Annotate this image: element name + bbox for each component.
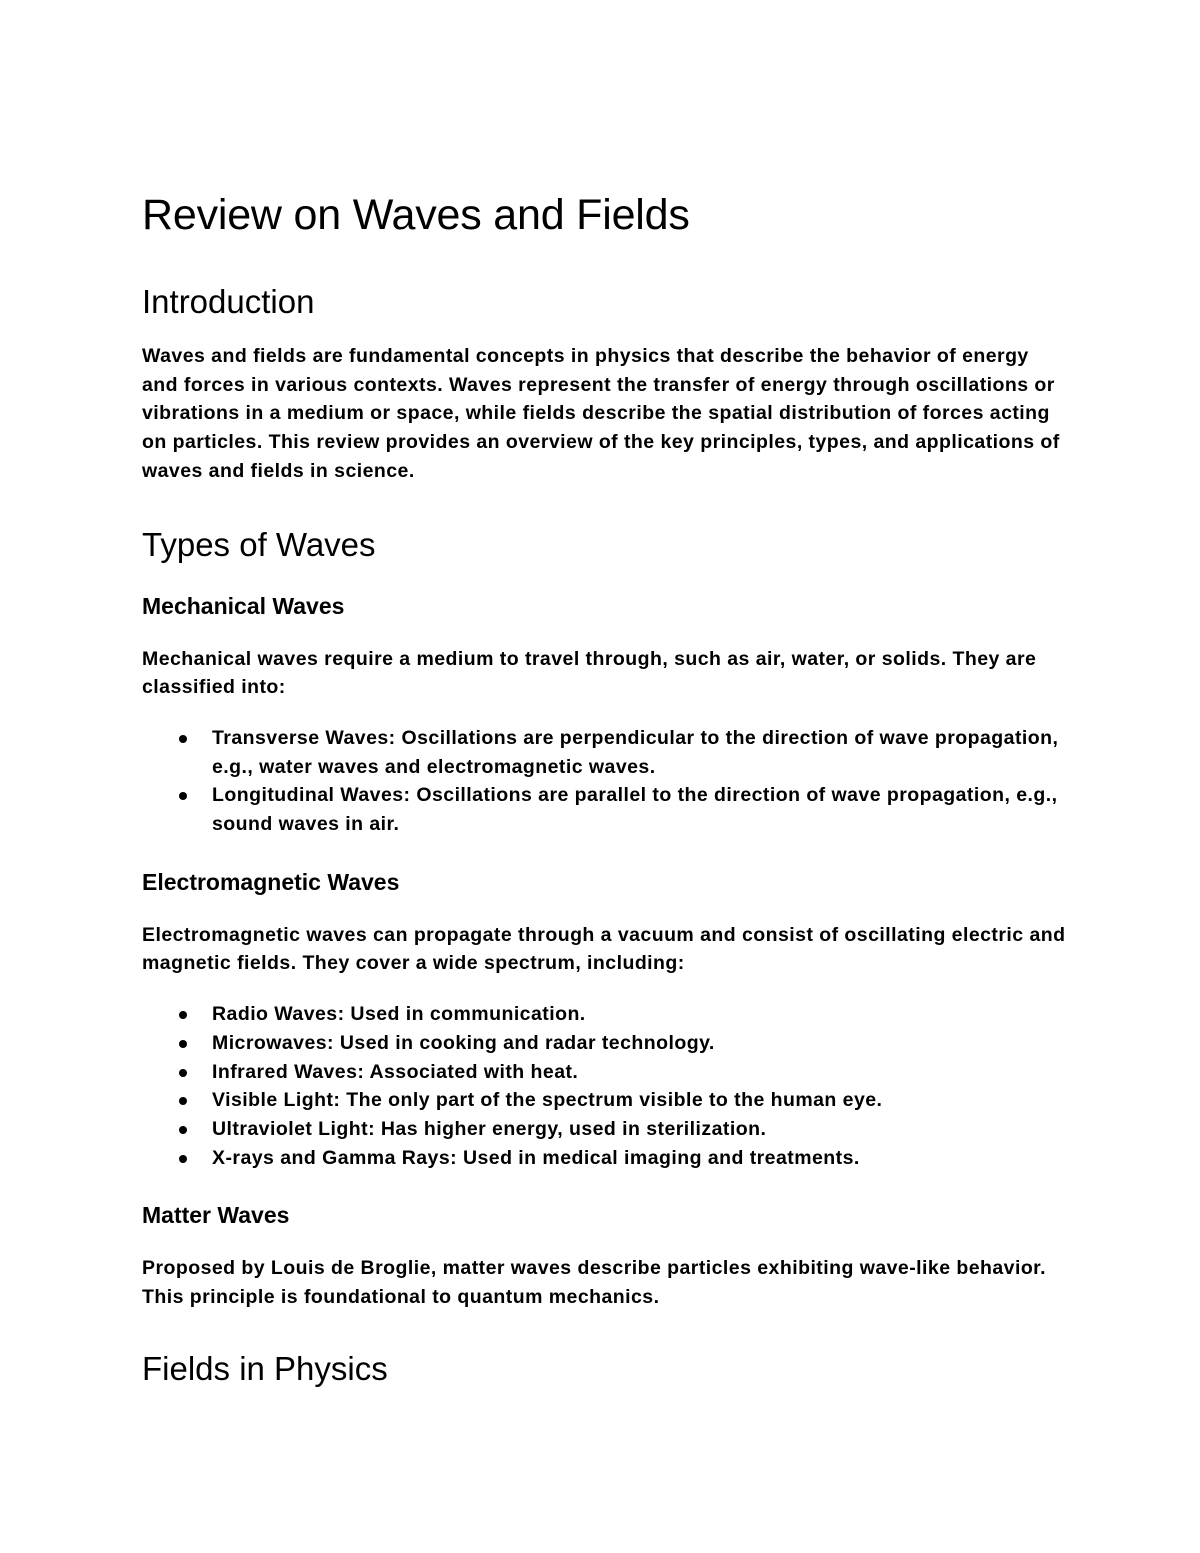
list-item xyxy=(212,1000,1067,1029)
electromagnetic-waves-paragraph: Electromagnetic waves can propagate through a vacuum and consist of oscillating electric and magnetic fields. They cover a wide spectrum, including: xyxy=(142,923,1066,975)
types-of-waves-heading: Types of Waves xyxy=(142,525,376,563)
matter-waves-heading: Matter Waves xyxy=(142,1202,290,1229)
bullet-icon xyxy=(179,1126,187,1134)
page-title: Review on Waves and Fields xyxy=(142,191,690,239)
list-item xyxy=(212,1115,1067,1144)
bullet-icon xyxy=(179,792,187,800)
list-item-text: Radio Waves: Used in communication. xyxy=(212,1003,586,1026)
list-item-text: Longitudinal Waves: Oscillations are parallel to the direction of wave propagation, e.g., sound waves in air. xyxy=(212,784,1058,836)
list-item-text: Transverse Waves: Oscillations are perpendicular to the direction of wave propagation, e.g., water waves and electromagnetic waves. xyxy=(212,726,1059,778)
list-item-text: Infrared Waves: Associated with heat. xyxy=(212,1060,579,1083)
matter-waves-paragraph: Proposed by Louis de Broglie, matter waves describe particles exhibiting wave-like behavior. This principle is foundational to quantum mechanics. xyxy=(142,1257,1047,1309)
mechanical-waves-paragraph: Mechanical waves require a medium to travel through, such as air, water, or solids. They are classified into: xyxy=(142,647,1037,699)
electromagnetic-waves-heading: Electromagnetic Waves xyxy=(142,868,400,895)
bullet-icon xyxy=(179,1040,187,1048)
list-item-text: Ultraviolet Light: Has higher energy, used in sterilization. xyxy=(212,1117,767,1140)
bullet-icon xyxy=(179,1069,187,1077)
list-item xyxy=(212,724,1067,781)
mechanical-waves-heading: Mechanical Waves xyxy=(142,592,345,619)
list-item xyxy=(212,1029,1067,1058)
list-item xyxy=(212,1058,1067,1087)
introduction-heading: Introduction xyxy=(142,283,315,320)
list-item-text: X-rays and Gamma Rays: Used in medical imaging and treatments. xyxy=(212,1146,860,1169)
introduction-paragraph: Waves and fields are fundamental concepts in physics that describe the behavior of energy and forces in various contexts. Waves represent the transfer of energy through oscillations or vibrations in a medium or space, while fields describe the spatial distribution of forces acting on particles. This review provides an overview of the key principles, types, and applications of waves and fields in science. xyxy=(142,345,1060,482)
bullet-icon xyxy=(179,1097,187,1105)
mechanical-waves-list xyxy=(142,724,1067,839)
fields-in-physics-heading: Fields in Physics xyxy=(142,1349,388,1387)
list-item-text: Visible Light: The only part of the spectrum visible to the human eye. xyxy=(212,1089,883,1112)
bullet-icon xyxy=(179,1011,187,1019)
electromagnetic-waves-list xyxy=(142,1000,1067,1172)
bullet-icon xyxy=(179,1155,187,1163)
list-item xyxy=(212,781,1067,838)
list-item-text: Microwaves: Used in cooking and radar technology. xyxy=(212,1031,715,1054)
bullet-icon xyxy=(179,735,187,743)
list-item xyxy=(212,1086,1067,1115)
list-item xyxy=(212,1144,1067,1173)
document-page xyxy=(142,188,1067,1389)
